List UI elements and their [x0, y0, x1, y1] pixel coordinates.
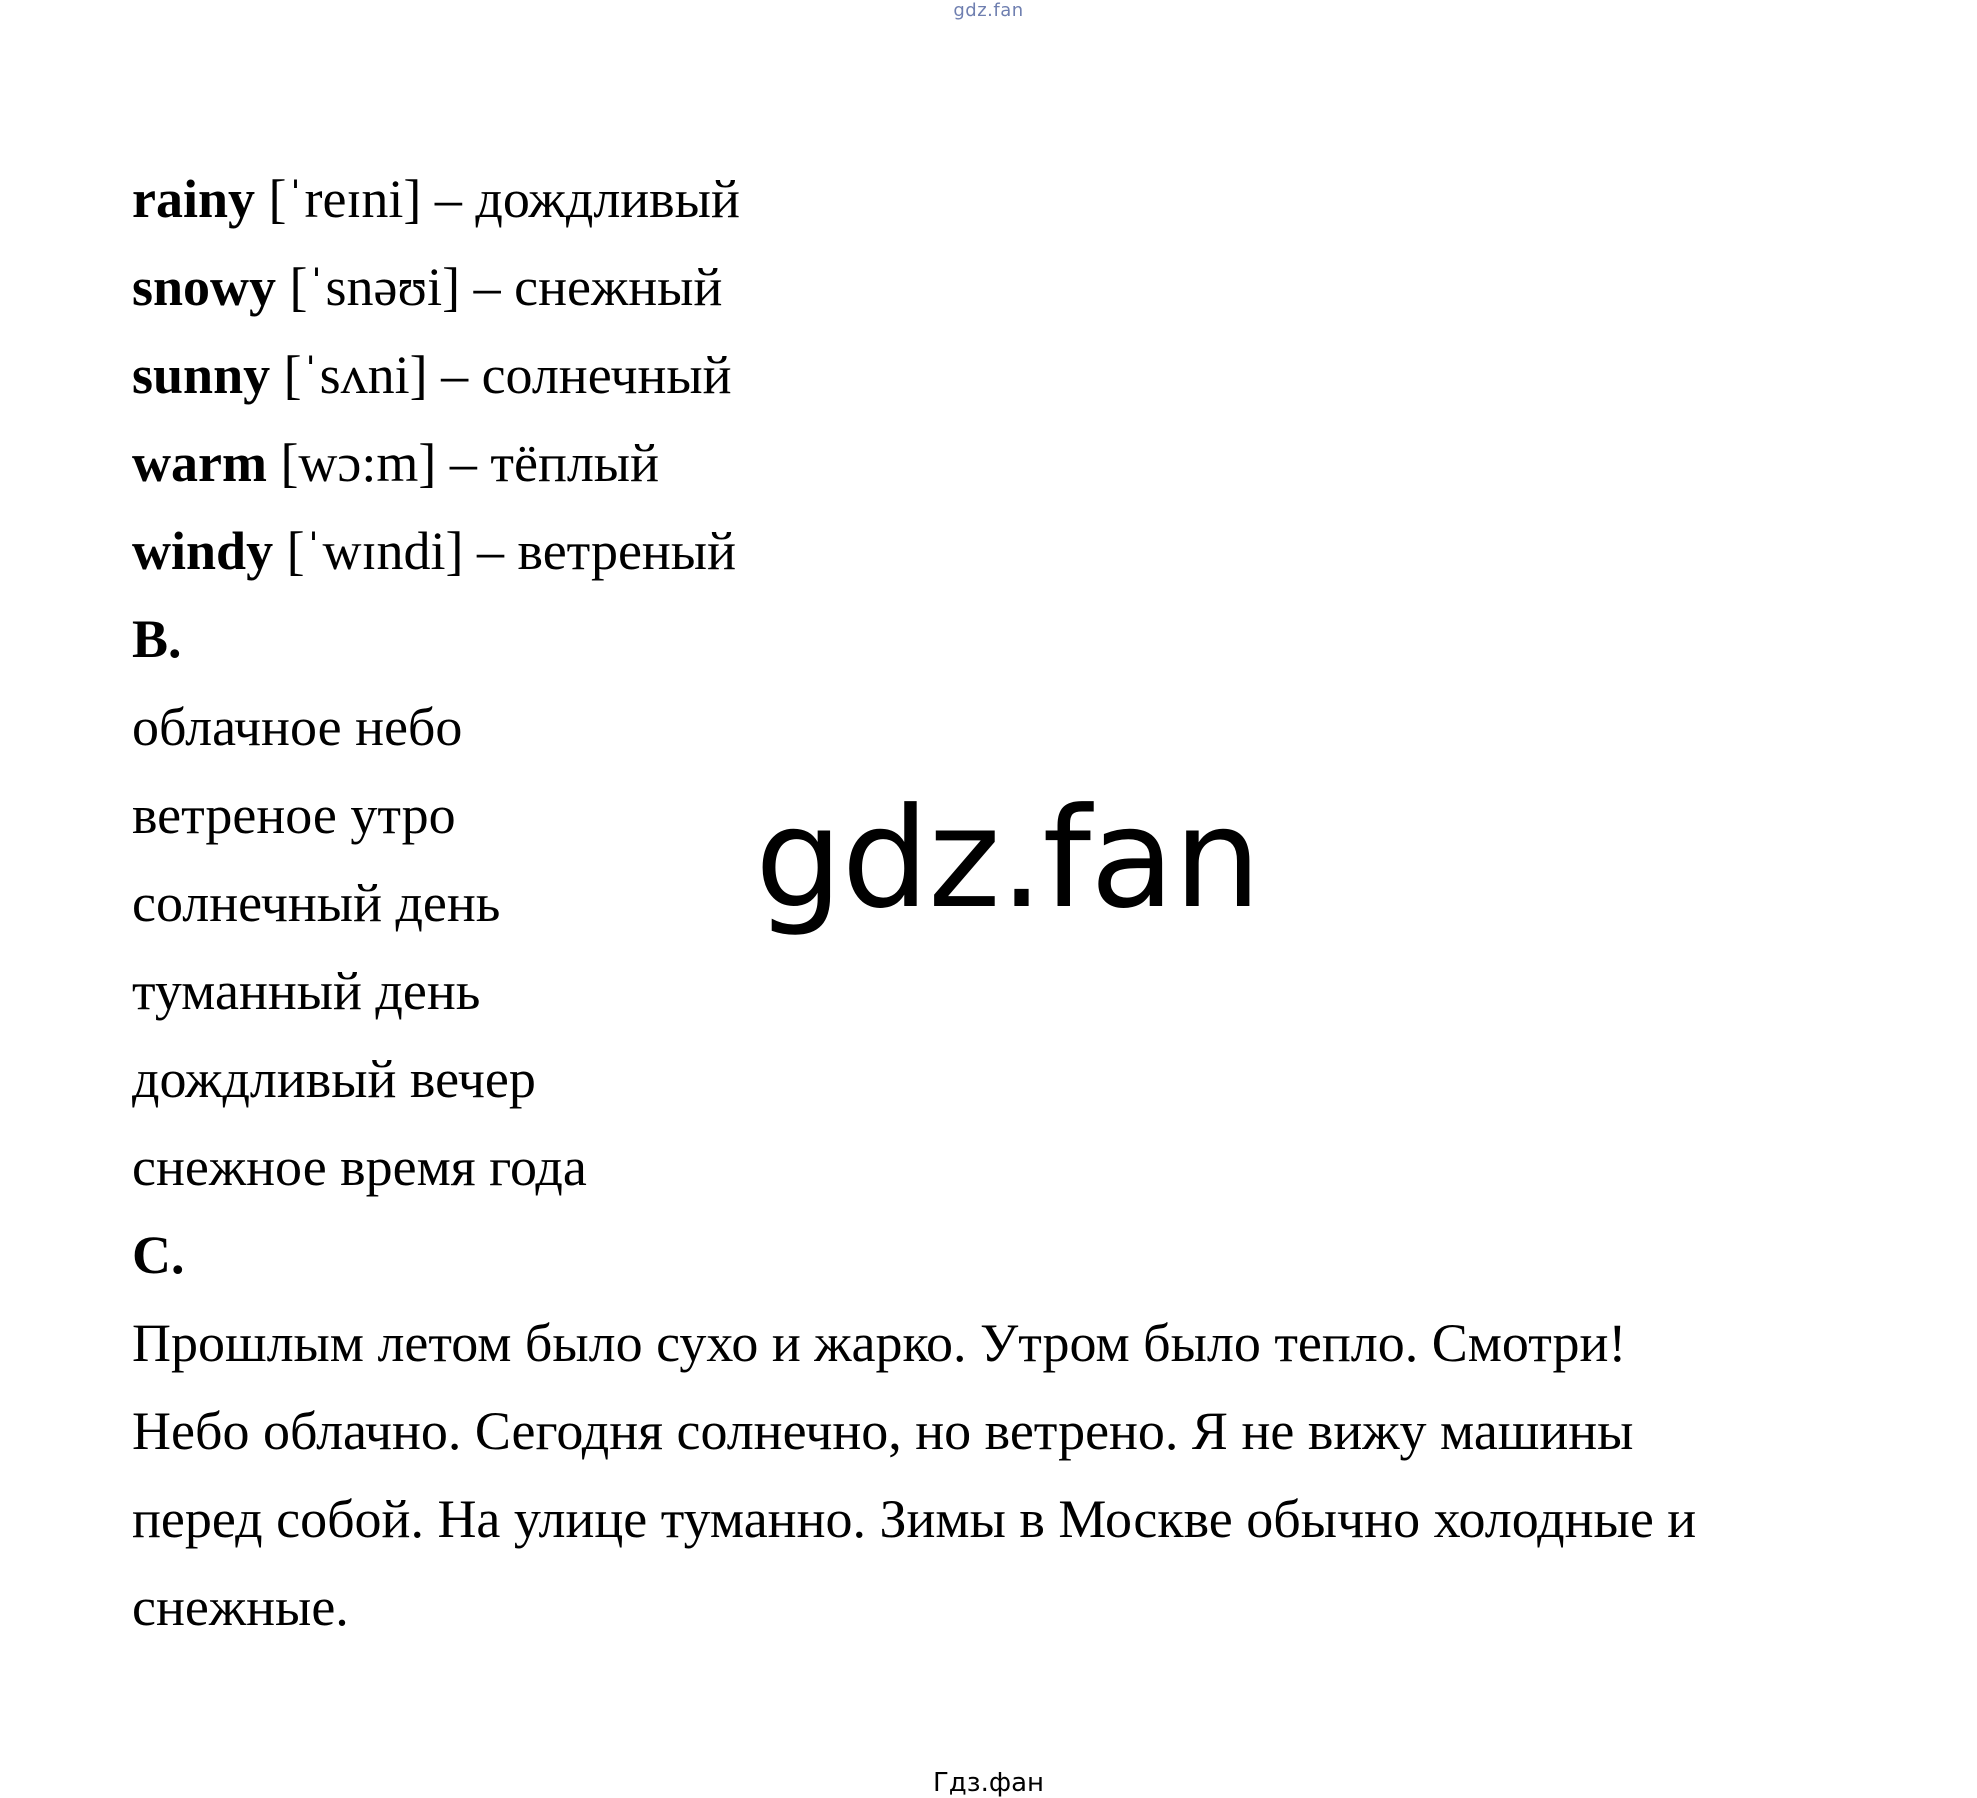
vocab-word: rainy: [132, 169, 256, 229]
vocab-translation: тёплый: [490, 433, 659, 493]
vocab-entry-rainy: [132, 155, 1912, 243]
vocab-translation: дождливый: [475, 169, 740, 229]
section-c-paragraph: [132, 1299, 1892, 1651]
vocab-word: windy: [132, 521, 274, 581]
vocab-translation: ветреный: [517, 521, 736, 581]
vocab-word: sunny: [132, 345, 271, 405]
vocab-word: warm: [132, 433, 267, 493]
vocab-transcription: [ˈsʌni]: [283, 345, 428, 405]
vocab-dash: –: [477, 521, 505, 581]
section-c-line: Небо облачно. Сегодня солнечно, но ветрено. Я не вижу машины: [132, 1401, 1634, 1461]
section-c-label: C.: [132, 1225, 185, 1285]
section-b-item: туманный день: [132, 961, 481, 1021]
vocab-entry-sunny: [132, 331, 1912, 419]
vocab-dash: –: [441, 345, 469, 405]
section-c-line: Прошлым летом было сухо и жарко. Утром было тепло. Смотри!: [132, 1313, 1627, 1373]
vocab-entry-warm: [132, 419, 1912, 507]
vocab-dash: –: [449, 433, 477, 493]
bottom-watermark: Гдз.фан: [932, 1768, 1045, 1798]
section-b-item: ветреное утро: [132, 785, 456, 845]
vocab-transcription: [ˈreɪni]: [268, 169, 422, 229]
section-b-item: солнечный день: [132, 873, 501, 933]
vocab-entry-windy: [132, 507, 1912, 595]
section-c-line: снежные.: [132, 1577, 349, 1637]
vocab-word: snowy: [132, 257, 277, 317]
vocab-transcription: [wɔ:m]: [280, 433, 437, 493]
top-watermark: gdz.fan: [953, 0, 1024, 21]
vocab-dash: –: [473, 257, 501, 317]
vocab-translation: солнечный: [481, 345, 732, 405]
vocab-transcription: [ˈwɪndi]: [286, 521, 464, 581]
section-b-item: дождливый вечер: [132, 1049, 536, 1109]
vocab-translation: снежный: [514, 257, 723, 317]
vocab-transcription: [ˈsnəʊi]: [289, 257, 461, 317]
section-c-line: перед собой. На улице туманно. Зимы в Москве обычно холодные и: [132, 1489, 1697, 1549]
section-b-label: B.: [132, 609, 182, 669]
center-watermark: gdz.fan: [755, 778, 1261, 939]
section-b-item: облачное небо: [132, 697, 463, 757]
vocab-dash: –: [434, 169, 462, 229]
vocab-entry-snowy: [132, 243, 1912, 331]
section-b-item: снежное время года: [132, 1137, 587, 1197]
